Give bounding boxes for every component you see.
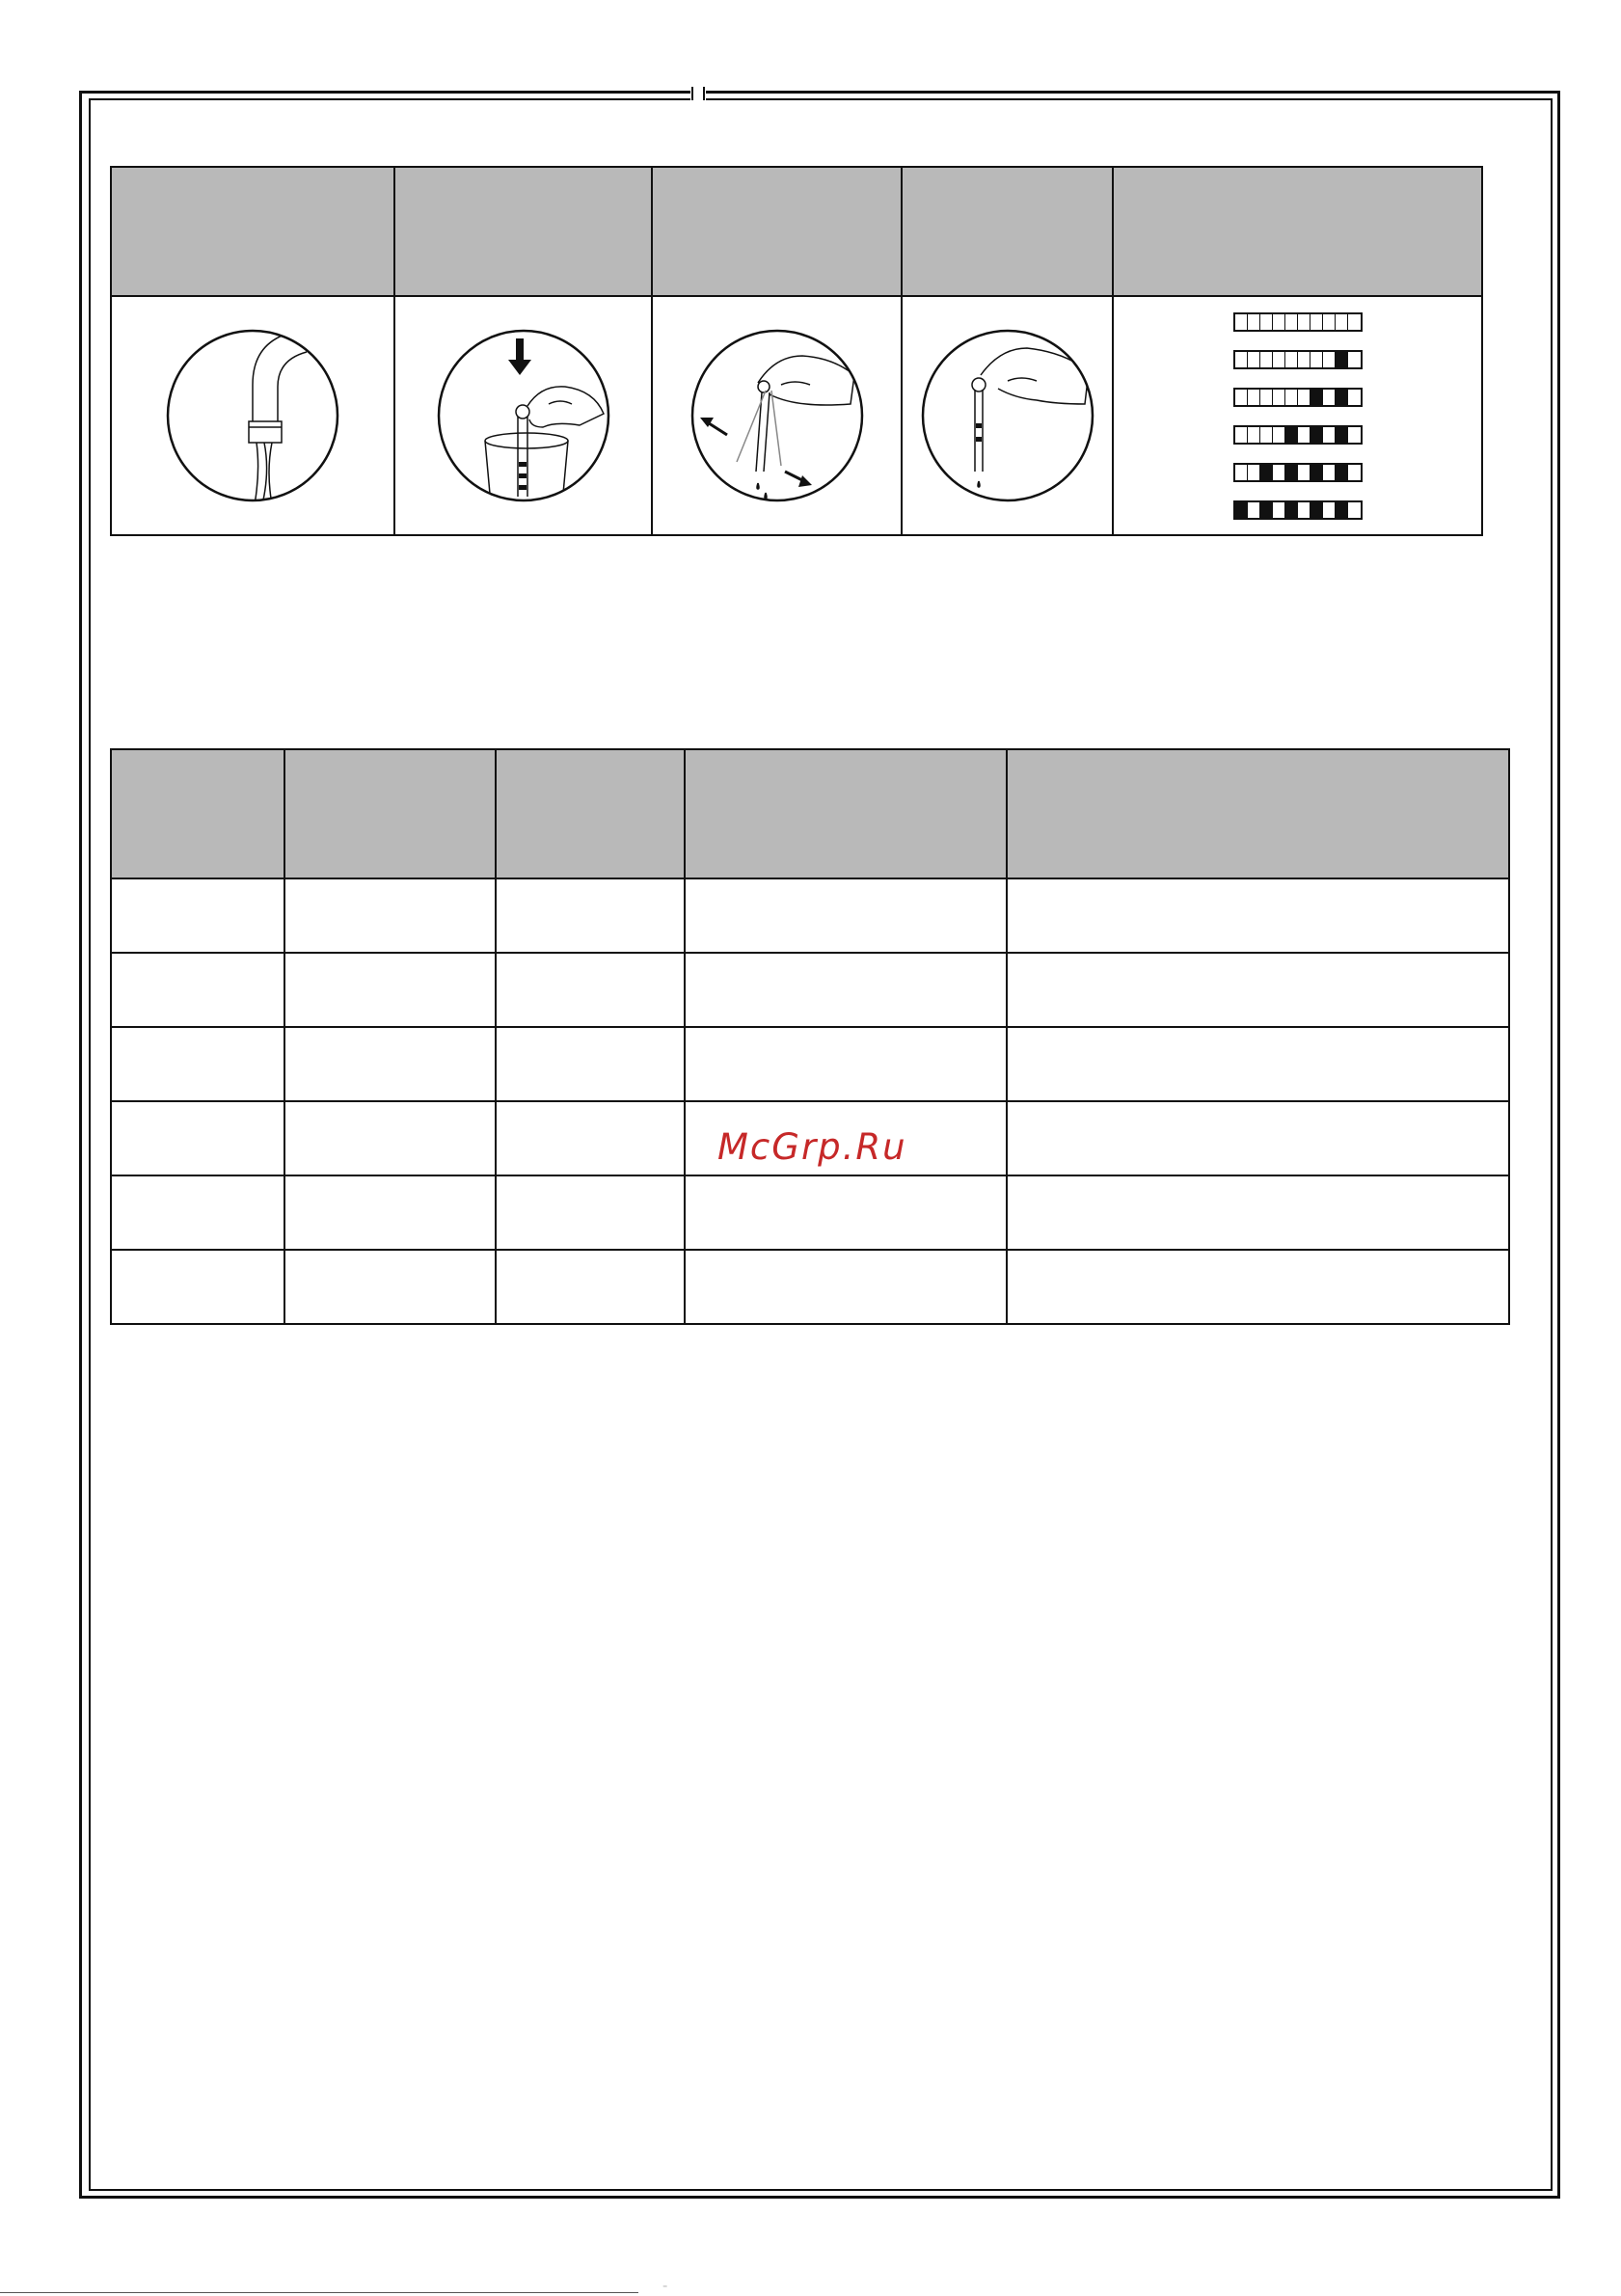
strip-square <box>1336 314 1348 330</box>
strip-square <box>1235 390 1248 405</box>
strip-square <box>1298 427 1310 443</box>
strip-square <box>1260 465 1273 480</box>
table-cell <box>111 1027 284 1101</box>
table-row <box>111 1250 1509 1324</box>
steps-header-5 <box>1113 167 1482 296</box>
step-cell-dip <box>394 296 652 535</box>
table-cell <box>111 953 284 1027</box>
strip-square <box>1273 465 1285 480</box>
table-cell <box>1007 1250 1509 1324</box>
strip-square <box>1310 314 1323 330</box>
strip-square <box>1336 502 1348 518</box>
strip-square <box>1235 502 1248 518</box>
strip-square <box>1323 502 1336 518</box>
strip-square <box>1323 314 1336 330</box>
strip-square <box>1323 352 1336 367</box>
table-cell <box>284 1101 496 1175</box>
strip-shake-icon <box>689 327 866 504</box>
strip-square <box>1235 352 1248 367</box>
strip-square <box>1348 427 1361 443</box>
strip-square <box>1273 390 1285 405</box>
results-header-row <box>111 749 1509 878</box>
hardness-strip-3 <box>1233 388 1363 407</box>
table-row <box>111 1175 1509 1250</box>
hardness-strip-5 <box>1233 463 1363 482</box>
steps-header-2 <box>394 167 652 296</box>
table-cell <box>284 1027 496 1101</box>
strip-square <box>1298 465 1310 480</box>
strip-square <box>1260 352 1273 367</box>
table-cell <box>685 1250 1007 1324</box>
table-row <box>111 953 1509 1027</box>
strip-square <box>1285 390 1298 405</box>
strip-square <box>1310 390 1323 405</box>
strip-square <box>1336 465 1348 480</box>
table-cell <box>1007 953 1509 1027</box>
strip-square <box>1348 352 1361 367</box>
strip-square <box>1323 427 1336 443</box>
strip-square <box>1285 427 1298 443</box>
strip-square <box>1248 427 1260 443</box>
table-cell <box>496 1027 685 1101</box>
table-cell <box>496 1250 685 1324</box>
strip-square <box>1235 427 1248 443</box>
strip-square <box>1260 502 1273 518</box>
table-cell <box>111 878 284 953</box>
table-cell <box>685 1175 1007 1250</box>
hardness-results-table <box>110 748 1510 1325</box>
table-cell <box>496 953 685 1027</box>
strip-square <box>1260 314 1273 330</box>
strip-square <box>1310 427 1323 443</box>
strip-square <box>1310 502 1323 518</box>
table-cell <box>1007 1101 1509 1175</box>
hardness-strip-4 <box>1233 425 1363 445</box>
table-cell <box>111 1250 284 1324</box>
strip-square <box>1310 465 1323 480</box>
hardness-strip-6 <box>1233 500 1363 520</box>
strip-square <box>1348 390 1361 405</box>
strip-square <box>1336 390 1348 405</box>
strip-square <box>1348 465 1361 480</box>
step-cell-read <box>902 296 1113 535</box>
steps-header-1 <box>111 167 394 296</box>
strip-square <box>1273 314 1285 330</box>
strip-square <box>1285 502 1298 518</box>
table-row <box>111 878 1509 953</box>
table-cell <box>685 878 1007 953</box>
results-header-1 <box>111 749 284 878</box>
step-cell-faucet <box>111 296 394 535</box>
strip-square <box>1248 465 1260 480</box>
hardness-strip-1 <box>1233 312 1363 332</box>
table-cell <box>284 1250 496 1324</box>
table-cell <box>496 1175 685 1250</box>
table-cell <box>284 878 496 953</box>
strip-square <box>1248 502 1260 518</box>
strip-square <box>1273 427 1285 443</box>
strip-square <box>1285 352 1298 367</box>
strip-square <box>1298 352 1310 367</box>
results-header-2 <box>284 749 496 878</box>
table-cell <box>685 1027 1007 1101</box>
strip-square <box>1260 427 1273 443</box>
faucet-icon <box>164 327 341 504</box>
results-header-5 <box>1007 749 1509 878</box>
table-cell <box>284 953 496 1027</box>
table-cell <box>1007 878 1509 953</box>
steps-illustration-row <box>111 296 1482 535</box>
table-cell <box>496 878 685 953</box>
table-cell <box>111 1101 284 1175</box>
strip-square <box>1348 314 1361 330</box>
results-header-3 <box>496 749 685 878</box>
table-cell <box>685 953 1007 1027</box>
strip-square <box>1336 352 1348 367</box>
strip-square <box>1348 502 1361 518</box>
table-cell <box>496 1101 685 1175</box>
watermark: McGrp.Ru <box>717 1126 907 1168</box>
strip-read-icon <box>919 327 1096 504</box>
strip-square <box>1285 314 1298 330</box>
top-notch <box>690 87 706 100</box>
footer-mark: ⁻ <box>662 2283 668 2294</box>
results-header-4 <box>685 749 1007 878</box>
strip-square <box>1260 390 1273 405</box>
table-cell <box>284 1175 496 1250</box>
hardness-scale <box>1114 312 1481 520</box>
strip-square <box>1273 502 1285 518</box>
steps-header-4 <box>902 167 1113 296</box>
strip-square <box>1298 502 1310 518</box>
footer-line <box>0 2292 638 2293</box>
table-cell <box>1007 1027 1509 1101</box>
strip-square <box>1248 352 1260 367</box>
table-cell <box>1007 1175 1509 1250</box>
strip-square <box>1298 314 1310 330</box>
test-steps-table <box>110 166 1483 536</box>
strip-square <box>1298 390 1310 405</box>
strip-square <box>1323 465 1336 480</box>
strip-square <box>1235 314 1248 330</box>
steps-header-3 <box>652 167 902 296</box>
strip-square <box>1235 465 1248 480</box>
step-cell-scale <box>1113 296 1482 535</box>
strip-square <box>1273 352 1285 367</box>
strip-square <box>1323 390 1336 405</box>
strip-square <box>1248 314 1260 330</box>
steps-header-row <box>111 167 1482 296</box>
strip-square <box>1285 465 1298 480</box>
table-cell <box>111 1175 284 1250</box>
strip-square <box>1248 390 1260 405</box>
table-row <box>111 1027 1509 1101</box>
hardness-strip-2 <box>1233 350 1363 369</box>
strip-square <box>1336 427 1348 443</box>
step-cell-shake <box>652 296 902 535</box>
strip-dip-icon <box>435 327 612 504</box>
strip-square <box>1310 352 1323 367</box>
